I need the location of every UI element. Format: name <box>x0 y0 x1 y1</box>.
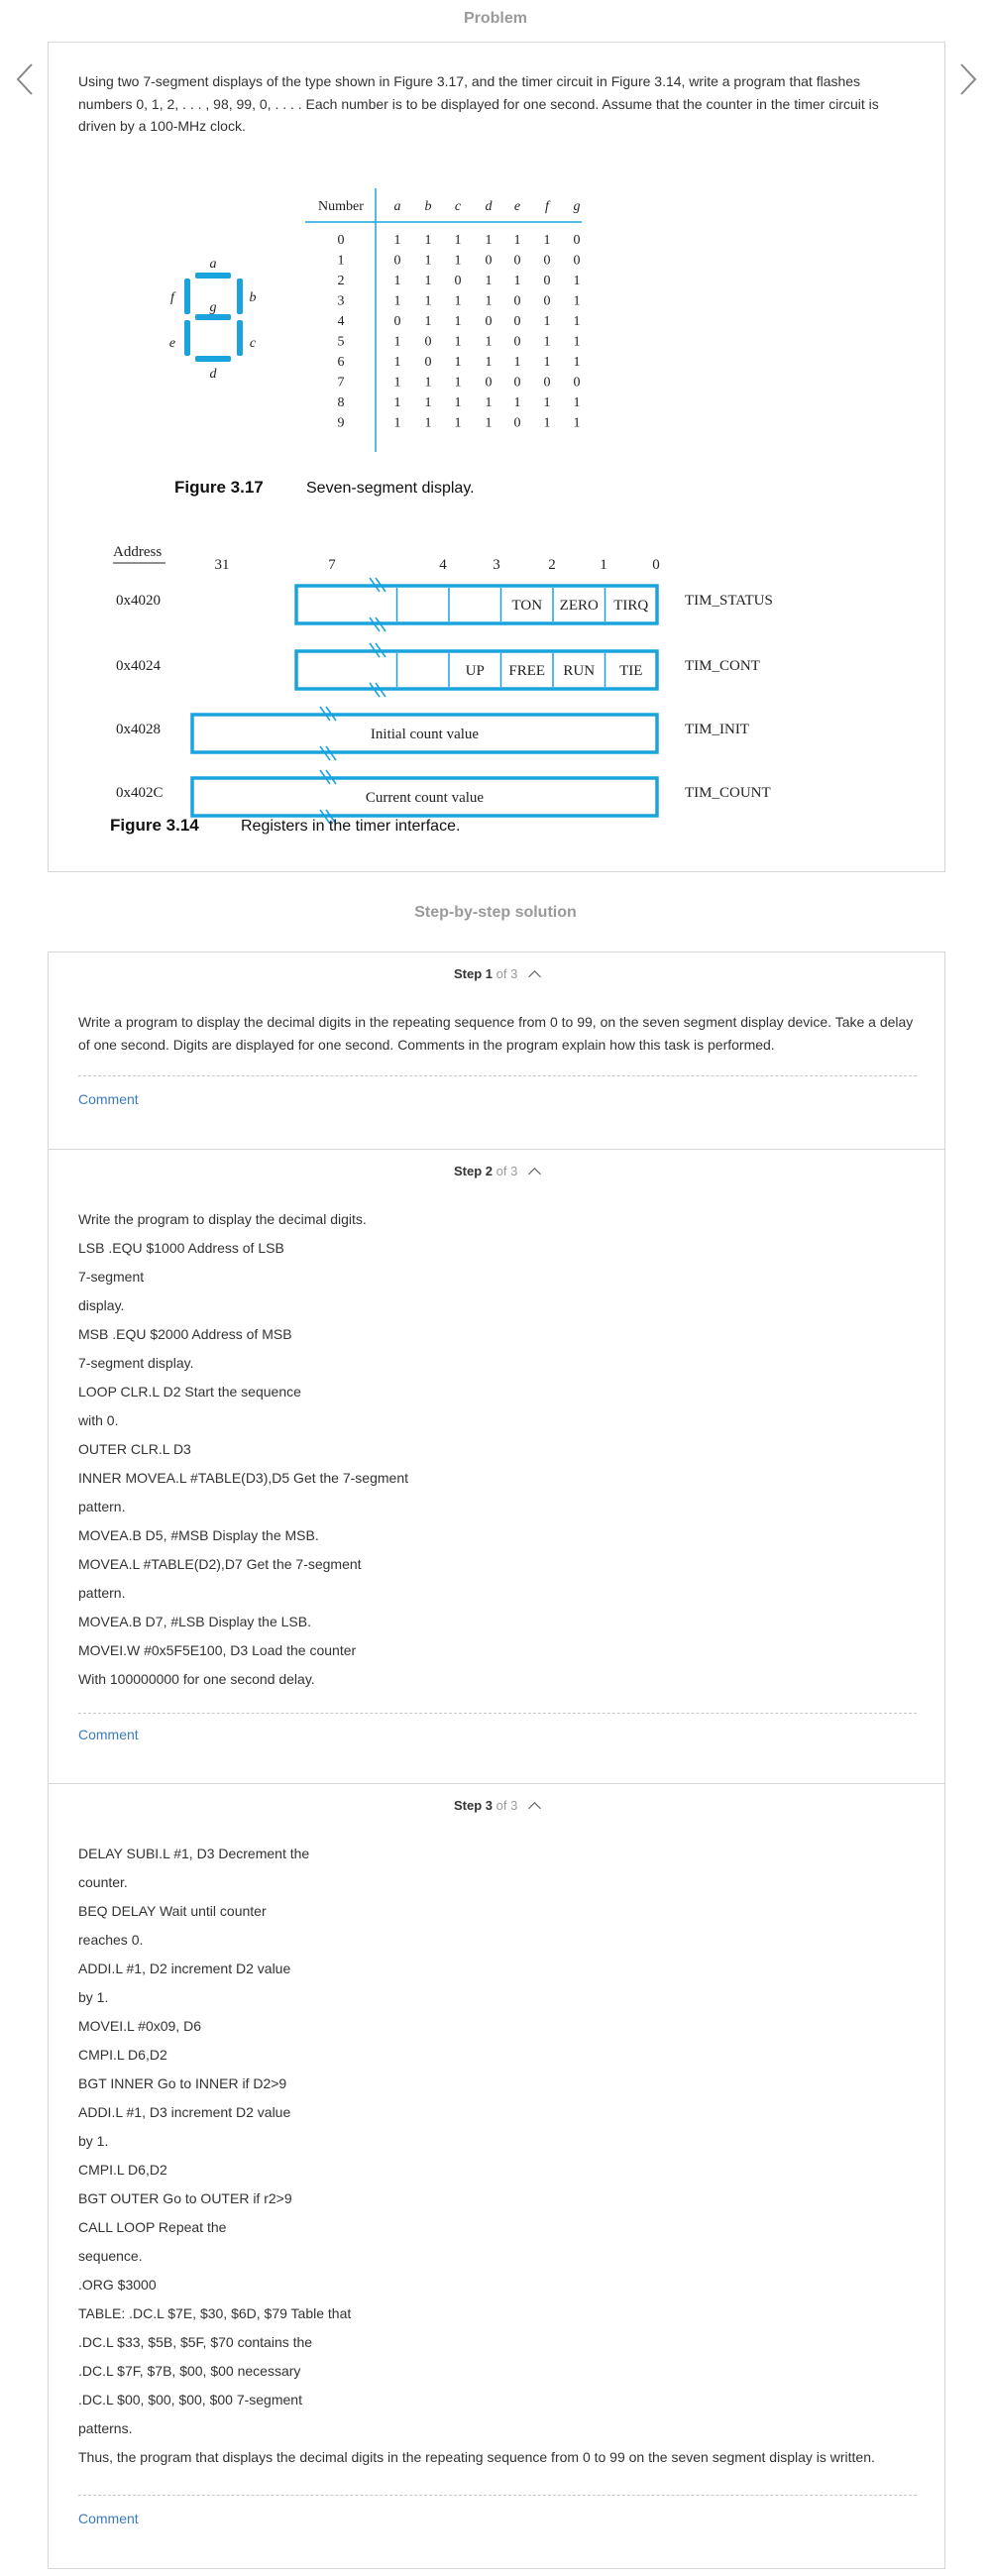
code-line: BGT OUTER Go to OUTER if r2>9 <box>78 2190 292 2206</box>
code-line: MSB .EQU $2000 Address of MSB <box>78 1326 292 1342</box>
table-cell: 0 <box>573 375 581 391</box>
table-cell: 1 <box>573 415 581 431</box>
table-cell: 0 <box>573 233 581 248</box>
table-cell: 1 <box>393 293 401 309</box>
bit-label: 3 <box>493 557 500 573</box>
bit-label: 4 <box>439 557 447 573</box>
bit-label: 2 <box>548 557 556 573</box>
table-cell: 1 <box>573 355 581 370</box>
code-line: by 1. <box>78 2133 109 2149</box>
table-cell: 1 <box>543 355 551 370</box>
code-line: Write the program to display the decimal digits. <box>78 1211 367 1227</box>
table-cell: 1 <box>573 314 581 329</box>
table-cell: 1 <box>513 233 521 248</box>
register-address: 0x4024 <box>116 658 161 674</box>
register-address: 0x4028 <box>116 722 161 737</box>
code-line: .DC.L $33, $5B, $5F, $70 contains the <box>78 2334 313 2350</box>
table-cell: 1 <box>513 274 521 288</box>
table-cell: 0 <box>424 334 432 350</box>
code-line: CALL LOOP Repeat the <box>78 2219 227 2235</box>
step-2-of: of 3 <box>496 1164 518 1178</box>
table-header-segment: f <box>545 199 549 214</box>
table-cell: 1 <box>573 395 581 410</box>
figure-3-17-caption: Seven-segment display. <box>306 480 475 497</box>
table-cell: 1 <box>485 395 493 410</box>
seg-label-c: c <box>249 336 257 351</box>
code-line: LSB .EQU $1000 Address of LSB <box>78 1240 284 1256</box>
table-cell: 1 <box>513 355 521 370</box>
table-cell: 1 <box>454 355 462 370</box>
table-row-number: 8 <box>337 395 345 410</box>
table-cell: 1 <box>513 395 521 410</box>
table-row-number: 0 <box>337 233 345 248</box>
table-cell: 1 <box>485 355 493 370</box>
code-line: BEQ DELAY Wait until counter <box>78 1903 267 1919</box>
table-cell: 1 <box>393 375 401 391</box>
table-header-number: Number <box>318 199 364 214</box>
code-line: by 1. <box>78 1989 109 2005</box>
register-box <box>296 586 657 623</box>
code-line: ADDI.L #1, D3 increment D2 value <box>78 2104 291 2120</box>
chevron-up-icon[interactable] <box>528 970 541 983</box>
code-line: .DC.L $7F, $7B, $00, $00 necessary <box>78 2363 301 2379</box>
register-field: Initial count value <box>370 727 480 742</box>
step-1-header[interactable] <box>49 966 944 981</box>
register-field: RUN <box>563 663 596 679</box>
figure-3-14 <box>49 494 946 870</box>
register-address: 0x4020 <box>116 593 161 609</box>
table-row-number: 9 <box>337 415 345 431</box>
table-row-number: 6 <box>337 355 345 370</box>
bit-label: 31 <box>214 557 230 573</box>
table-cell: 1 <box>573 274 581 288</box>
code-line: MOVEI.L #0x09, D6 <box>78 2018 201 2034</box>
code-line: DELAY SUBI.L #1, D3 Decrement the <box>78 1846 310 1861</box>
table-cell: 1 <box>424 274 432 288</box>
code-line: reaches 0. <box>78 1932 144 1948</box>
comment-link[interactable]: Comment <box>78 1091 139 1107</box>
code-line: counter. <box>78 1874 128 1890</box>
table-cell: 1 <box>393 233 401 248</box>
table-row-number: 5 <box>337 334 345 350</box>
table-header-segment: b <box>424 199 432 214</box>
table-cell: 0 <box>485 253 493 269</box>
step-2 <box>49 1149 944 1784</box>
table-cell: 0 <box>513 415 521 431</box>
table-row-number: 3 <box>337 293 345 309</box>
table-cell: 0 <box>485 375 493 391</box>
table-cell: 1 <box>454 415 462 431</box>
bit-label: 1 <box>600 557 607 573</box>
register-field: TIE <box>619 663 643 679</box>
segment-f <box>184 279 190 314</box>
step-2-label: Step 2 <box>454 1164 494 1178</box>
table-cell: 1 <box>485 334 493 350</box>
table-header-segment: a <box>393 199 401 214</box>
table-cell: 0 <box>573 253 581 269</box>
table-cell: 1 <box>393 334 401 350</box>
table-cell: 1 <box>424 253 432 269</box>
table-row-number: 2 <box>337 274 345 288</box>
seven-segment-diagram <box>184 273 243 362</box>
register-name: TIM_STATUS <box>685 593 773 609</box>
table-cell: 1 <box>393 274 401 288</box>
bit-label: 0 <box>652 557 660 573</box>
code-line: with 0. <box>78 1412 119 1428</box>
code-line: TABLE: .DC.L $7E, $30, $6D, $79 Table that <box>78 2305 352 2321</box>
solution-card <box>48 952 945 2569</box>
table-cell: 1 <box>393 415 401 431</box>
step-2-header[interactable] <box>49 1164 944 1178</box>
table-cell: 0 <box>513 253 521 269</box>
register-name: TIM_COUNT <box>685 785 771 801</box>
register-field: FREE <box>508 663 546 679</box>
table-cell: 1 <box>393 395 401 410</box>
table-cell: 0 <box>543 293 551 309</box>
table-cell: 1 <box>454 293 462 309</box>
register-field: ZERO <box>559 598 599 614</box>
step-1-text: Write a program to display the decimal digits in the repeating sequence from 0 to 99, on the seven segment display device. Take a delay of one second. Digits are displayed for one second. Comments in the program explain how this task is performed. <box>78 1014 914 1053</box>
code-line: CMPI.L D6,D2 <box>78 2047 167 2063</box>
code-line: BGT INNER Go to INNER if D2>9 <box>78 2075 287 2091</box>
code-line: pattern. <box>78 1585 126 1601</box>
code-line: OUTER CLR.L D3 <box>78 1441 191 1457</box>
step-1 <box>49 952 944 1149</box>
segment-e <box>184 320 190 356</box>
table-cell: 0 <box>513 314 521 329</box>
table-cell: 1 <box>485 293 493 309</box>
table-cell: 0 <box>485 314 493 329</box>
step-3-header[interactable] <box>49 1798 944 1813</box>
table-cell: 1 <box>454 334 462 350</box>
table-cell: 1 <box>485 415 493 431</box>
chevron-up-icon[interactable] <box>528 1802 541 1815</box>
table-cell: 0 <box>454 274 462 288</box>
problem-card <box>48 42 945 872</box>
table-cell: 1 <box>424 375 432 391</box>
register-field: UP <box>465 663 485 679</box>
segment-d <box>195 356 231 362</box>
segment-a <box>195 273 231 279</box>
table-header-segment: e <box>513 199 521 214</box>
table-cell: 1 <box>543 314 551 329</box>
code-line: With 100000000 for one second delay. <box>78 1671 315 1687</box>
code-line: .ORG $3000 <box>78 2277 157 2293</box>
table-cell: 1 <box>573 293 581 309</box>
address-header: Address <box>113 544 163 560</box>
code-line: patterns. <box>78 2420 133 2436</box>
table-cell: 1 <box>424 395 432 410</box>
table-cell: 1 <box>454 375 462 391</box>
register-field: Current count value <box>365 790 485 806</box>
problem-heading: Problem <box>463 10 527 27</box>
register-name: TIM_CONT <box>685 658 760 674</box>
code-line: 7-segment display. <box>78 1355 194 1371</box>
comment-link[interactable]: Comment <box>78 1727 139 1742</box>
table-cell: 1 <box>454 314 462 329</box>
bit-label: 7 <box>328 557 336 573</box>
table-cell: 1 <box>424 415 432 431</box>
register-field: TON <box>511 598 543 614</box>
seg-label-e: e <box>168 336 176 351</box>
step-1-of: of 3 <box>496 966 518 981</box>
figure-3-14-number: Figure 3.14 <box>110 816 199 835</box>
table-header-segment: c <box>454 199 462 214</box>
table-cell: 1 <box>393 355 401 370</box>
comment-link[interactable]: Comment <box>78 2511 139 2526</box>
table-cell: 1 <box>454 395 462 410</box>
code-line: CMPI.L D6,D2 <box>78 2162 167 2178</box>
code-line: MOVEI.W #0x5F5E100, D3 Load the counter <box>78 1642 357 1658</box>
seg-label-a: a <box>209 257 217 272</box>
table-cell: 0 <box>543 253 551 269</box>
code-line: display. <box>78 1297 125 1313</box>
table-cell: 0 <box>393 253 401 269</box>
table-cell: 1 <box>543 334 551 350</box>
table-cell: 0 <box>543 274 551 288</box>
code-line: INNER MOVEA.L #TABLE(D3),D5 Get the 7-segment <box>78 1470 409 1486</box>
truth-table <box>318 199 580 431</box>
problem-text: Using two 7-segment displays of the type shown in Figure 3.17, and the timer circuit in Figure 3.14, write a program that flashes numbers 0, 1, 2, . . . , 98, 99, 0, . . . . Each number is to be displayed for one second. Assume that the counter in the timer circuit is driven by a 100-MHz clock. <box>78 73 879 134</box>
figure-3-17-number: Figure 3.17 <box>174 478 264 497</box>
table-header-segment: g <box>573 199 581 214</box>
table-cell: 1 <box>454 233 462 248</box>
table-cell: 0 <box>393 314 401 329</box>
segment-c <box>237 320 243 356</box>
table-row-number: 7 <box>337 375 345 391</box>
register-address: 0x402C <box>116 785 164 801</box>
code-line: .DC.L $00, $00, $00, $00 7-segment <box>78 2392 302 2408</box>
table-row-number: 1 <box>337 253 345 269</box>
code-line: 7-segment <box>78 1269 145 1285</box>
register-field: TIRQ <box>613 598 649 614</box>
code-line: LOOP CLR.L D2 Start the sequence <box>78 1384 301 1400</box>
step-3 <box>49 1783 944 2571</box>
table-cell: 1 <box>424 314 432 329</box>
code-line: MOVEA.B D5, #MSB Display the MSB. <box>78 1527 319 1543</box>
table-cell: 1 <box>454 253 462 269</box>
code-line: Thus, the program that displays the decimal digits in the repeating sequence from 0 to 99 on the seven segment display is written. <box>78 2449 875 2465</box>
chevron-right-icon[interactable] <box>957 61 979 97</box>
table-cell: 0 <box>424 355 432 370</box>
seg-label-b: b <box>249 290 257 305</box>
seg-label-g: g <box>209 300 217 315</box>
code-line: sequence. <box>78 2248 143 2264</box>
seg-label-d: d <box>209 367 217 382</box>
seg-label-f: f <box>170 290 174 305</box>
code-line: MOVEA.L #TABLE(D2),D7 Get the 7-segment <box>78 1556 362 1572</box>
figure-3-14-caption: Registers in the timer interface. <box>241 818 461 835</box>
code-line: MOVEA.B D7, #LSB Display the LSB. <box>78 1614 311 1629</box>
table-cell: 1 <box>543 233 551 248</box>
code-line: ADDI.L #1, D2 increment D2 value <box>78 1960 291 1976</box>
table-cell: 1 <box>485 274 493 288</box>
segment-b <box>237 279 243 314</box>
step-3-of: of 3 <box>496 1798 518 1813</box>
table-cell: 1 <box>424 233 432 248</box>
table-row-number: 4 <box>337 314 345 329</box>
table-cell: 0 <box>543 375 551 391</box>
chevron-up-icon[interactable] <box>528 1168 541 1180</box>
table-cell: 0 <box>513 334 521 350</box>
step-3-label: Step 3 <box>454 1798 494 1813</box>
table-cell: 0 <box>513 293 521 309</box>
chevron-left-icon[interactable] <box>14 61 36 97</box>
code-line: pattern. <box>78 1499 126 1514</box>
table-cell: 1 <box>424 293 432 309</box>
table-header-segment: d <box>485 199 493 214</box>
solution-heading: Step-by-step solution <box>414 904 577 921</box>
table-cell: 1 <box>543 395 551 410</box>
table-cell: 1 <box>573 334 581 350</box>
table-cell: 0 <box>513 375 521 391</box>
register-name: TIM_INIT <box>685 722 749 737</box>
table-cell: 1 <box>485 233 493 248</box>
figure-3-17 <box>49 137 946 513</box>
step-1-label: Step 1 <box>454 966 494 981</box>
table-cell: 1 <box>543 415 551 431</box>
